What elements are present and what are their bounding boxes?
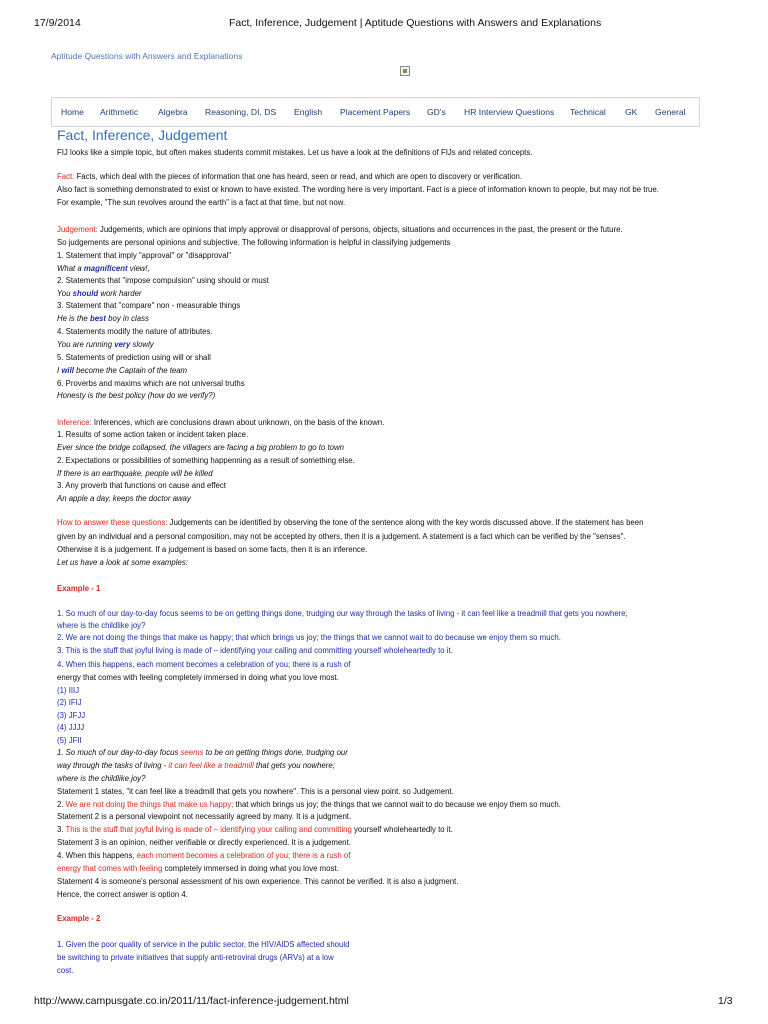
nav-item-gk[interactable]: GK	[625, 107, 638, 117]
inference-example-2: If there is an earthquake, people will be killed	[57, 469, 213, 478]
ex1-explain-2	[57, 800, 561, 810]
explain-text: that which brings us joy; the things that we cannot wait to do because we enjoy them so much.	[233, 800, 561, 809]
highlight: seems	[180, 748, 204, 757]
judgement-rule-4: 4. Statements modify the nature of attributes.	[57, 327, 213, 336]
explain-text: 1. So much of our day-to-day focus	[57, 748, 181, 757]
judgement-example-4	[57, 340, 154, 350]
example-text: become the Captain of the team	[73, 366, 188, 375]
highlight: This is the stuff that joyful living is made of – identifying your calling and committing	[65, 825, 352, 834]
judgement-rule-6: 6. Proverbs and maxims which are not universal truths	[57, 379, 245, 388]
inference-rule-2: 2. Expectations or possibilities of something happenning as a result of something else.	[57, 456, 355, 465]
print-title: Fact, Inference, Judgement | Aptitude Questions with Answers and Explanations	[229, 17, 602, 29]
keyword: very	[114, 340, 131, 349]
judgement-example-5	[57, 366, 187, 376]
ex1-verdict-1: Statement 1 states, "it can feel like a treadmill that gets you nowhere". This is a personal view point. so Judgement.	[57, 787, 454, 796]
highlight: We are not doing the things that make us happy;	[65, 800, 234, 809]
example-text: I	[57, 366, 62, 375]
ex1-answer: Hence, the correct answer is option 4.	[57, 890, 188, 899]
example-text: What a	[57, 264, 84, 273]
fact-text: Facts, which deal with the pieces of information that one has heard, seen or read, and which are open to discovery or verification.	[74, 172, 523, 181]
example-text: You are running	[57, 340, 115, 349]
article-title: Fact, Inference, Judgement	[57, 127, 228, 143]
judgement-rule-5: 5. Statements of prediction using will or shall	[57, 353, 211, 362]
how-text: Judgements can be identified by observing the tone of the sentence along with the key words discussed above. If the statement has been	[167, 518, 644, 527]
explain-text: 2.	[57, 800, 66, 809]
judgement-example-1	[57, 264, 150, 274]
ex1-option-1: (1) IIIJ	[57, 686, 80, 695]
explain-text: way through the tasks of living -	[57, 761, 169, 770]
ex1-statement-4b: energy that comes with feeling completely immersed in doing what you love most.	[57, 673, 339, 682]
nav-item-algebra[interactable]: Algebra	[158, 107, 188, 117]
example-text: boy in class	[105, 314, 149, 323]
example-text: You	[57, 289, 73, 298]
judgement-rule-3: 3. Statement that "compare" non - measurable things	[57, 301, 241, 310]
ex1-option-2: (2) IFIJ	[57, 698, 82, 707]
fact-label: Fact:	[57, 172, 75, 181]
explain-text: completely immersed in doing what you love most.	[162, 864, 339, 873]
ex1-verdict-3: Statement 3 is an opinion, neither verifiable or directly experienced. It is a judgement.	[57, 838, 351, 847]
keyword: best	[89, 314, 106, 323]
nav-item-gds[interactable]: GD's	[427, 107, 446, 117]
ex1-statement-1: 1. So much of our day-to-day focus seems to be on getting things done, trudging our way through the tasks of living - it can feel like a treadmill that gets you nowhere;	[57, 609, 628, 618]
fact-definition	[57, 172, 522, 182]
explain-text: to be on getting things done, trudging our	[203, 748, 348, 757]
example-text: He is the	[57, 314, 90, 323]
examples-intro: Let us have a look at some examples:	[57, 558, 188, 567]
ex1-statement-1b: where is the childlike joy?	[57, 621, 146, 630]
ex1-statement-4: 4. When this happens, each moment becomes a celebration of you; there is a rush of	[57, 660, 351, 669]
judgement-line-2: So judgements are personal opinions and subjective. The following information is helpful in classifying judgements	[57, 238, 451, 247]
judgement-example-6: Honesty is the best policy (how do we verify?)	[57, 391, 216, 400]
inference-definition	[57, 418, 384, 428]
ex1-verdict-2: Statement 2 is a personal viewpoint not necessarily agreed by many. It is a judgment.	[57, 812, 352, 821]
nav-item-home[interactable]: Home	[61, 107, 84, 117]
nav-item-technical[interactable]: Technical	[570, 107, 606, 117]
fact-line-3: For example, "The sun revolves around the earth" is a fact at that time, but not now.	[57, 198, 346, 207]
judgement-example-2	[57, 289, 142, 299]
ex1-verdict-4: Statement 4 is someone's personal assessment of his own experience. This cannot be verified. It is also a judgment.	[57, 877, 459, 886]
print-page-number: 1/3	[718, 995, 733, 1007]
example-text: work harder	[98, 289, 142, 298]
highlight: it can feel like a treadmill	[168, 761, 254, 770]
ex1-explain-1b	[57, 761, 335, 771]
ex1-explain-4b	[57, 864, 339, 874]
site-link[interactable]: Aptitude Questions with Answers and Explanations	[51, 51, 243, 61]
nav-item-hr[interactable]: HR Interview Questions	[464, 107, 555, 117]
judgement-example-3	[57, 314, 149, 324]
highlight: each moment becomes a celebration of you; there is a rush of	[136, 851, 351, 860]
how-label: How to answer these questions:	[57, 518, 168, 527]
example-text: view!,	[127, 264, 150, 273]
nav-item-arithmetic[interactable]: Arithmetic	[100, 107, 139, 117]
explain-text: that gets you nowhere;	[253, 761, 335, 770]
judgement-rule-1: 1. Statement that imply "approval" or "disapproval"	[57, 251, 232, 260]
explain-text: 3.	[57, 825, 66, 834]
ex1-option-5: (5) JFII	[57, 736, 82, 745]
ex1-explain-1	[57, 748, 348, 758]
judgement-text: Judgements, which are opinions that imply approval or disapproval of persons, objects, situations and occurrences in the past, the present or the future.	[97, 225, 623, 234]
explain-text: 4. When this happens,	[57, 851, 137, 860]
highlight: energy that comes with feeling	[57, 864, 163, 873]
inference-label: Inference:	[57, 418, 92, 427]
example-1-label: Example - 1	[57, 584, 101, 593]
ex1-option-3: (3) JFJJ	[57, 711, 86, 720]
how-line-3: Otherwise it is a judgement. If a judgement is based on some facts, then it is an inference.	[57, 545, 368, 554]
keyword: should	[72, 289, 99, 298]
fact-line-2: Also fact is something demonstrated to exist or known to have existed. The wording here is very important. Fact is a piece of information known to people, but may not be true.	[57, 185, 659, 194]
example-text: slowly	[130, 340, 154, 349]
nav-item-reasoning[interactable]: Reasoning, DI, DS	[205, 107, 277, 117]
ex2-statement-1: 1. Given the poor quality of service in the public sector, the HIV/AIDS affected should	[57, 940, 350, 949]
intro-text: FIJ looks like a simple topic, but often makes students commit mistakes. Let us have a look at the definitions of FIJs and related concepts.	[57, 148, 533, 157]
ex2-statement-1c: cost.	[57, 966, 74, 975]
judgement-rule-2: 2. Statements that "impose compulsion" using should or must	[57, 276, 269, 285]
broken-image-icon	[400, 66, 410, 76]
print-url[interactable]: http://www.campusgate.co.in/2011/11/fact-inference-judgement.html	[34, 995, 349, 1007]
nav-item-general[interactable]: General	[655, 107, 686, 117]
explain-text: yourself wholeheartedly to it.	[351, 825, 453, 834]
nav-bar	[51, 97, 700, 127]
ex1-option-4: (4) JJJJ	[57, 723, 85, 732]
how-line-2: given by an individual and a personal composition, may not be accepted by others, then it is a judgement. A statement is a fact which can be verified by the "senses".	[57, 532, 626, 541]
judgement-definition	[57, 225, 623, 235]
inference-rule-1: 1. Results of some action taken or incident taken place.	[57, 430, 249, 439]
ex1-statement-3: 3. This is the stuff that joyful living is made of – identifying your calling and committing yourself wholeheartedly to it.	[57, 646, 453, 655]
ex1-explain-1c: where is the childlike joy?	[57, 774, 146, 783]
keyword: will	[61, 366, 74, 375]
inference-example-3: An apple a day, keeps the doctor away	[57, 494, 191, 503]
nav-item-english[interactable]: English	[294, 107, 323, 117]
example-2-label: Example - 2	[57, 914, 101, 923]
inference-text: Inferences, which are conclusions drawn about unknown, on the basis of the known.	[91, 418, 385, 427]
print-date: 17/9/2014	[34, 17, 81, 29]
ex1-statement-2: 2. We are not doing the things that make us happy; that which brings us joy; the things that we cannot wait to do because we enjoy them so much.	[57, 633, 561, 642]
inference-rule-3: 3. Any proverb that functions on cause and effect	[57, 481, 226, 490]
nav-item-placement[interactable]: Placement Papers	[340, 107, 411, 117]
ex1-explain-3	[57, 825, 453, 835]
how-to-answer	[57, 518, 643, 528]
inference-example-1: Ever since the bridge collapsed, the villagers are facing a big problem to go to town	[57, 443, 344, 452]
ex2-statement-1b: be switching to private initiatives that supply anti-retroviral drugs (ARVs) at a low	[57, 953, 334, 962]
keyword: magnificent	[83, 264, 128, 273]
judgement-label: Judgement:	[57, 225, 98, 234]
ex1-explain-4	[57, 851, 350, 861]
